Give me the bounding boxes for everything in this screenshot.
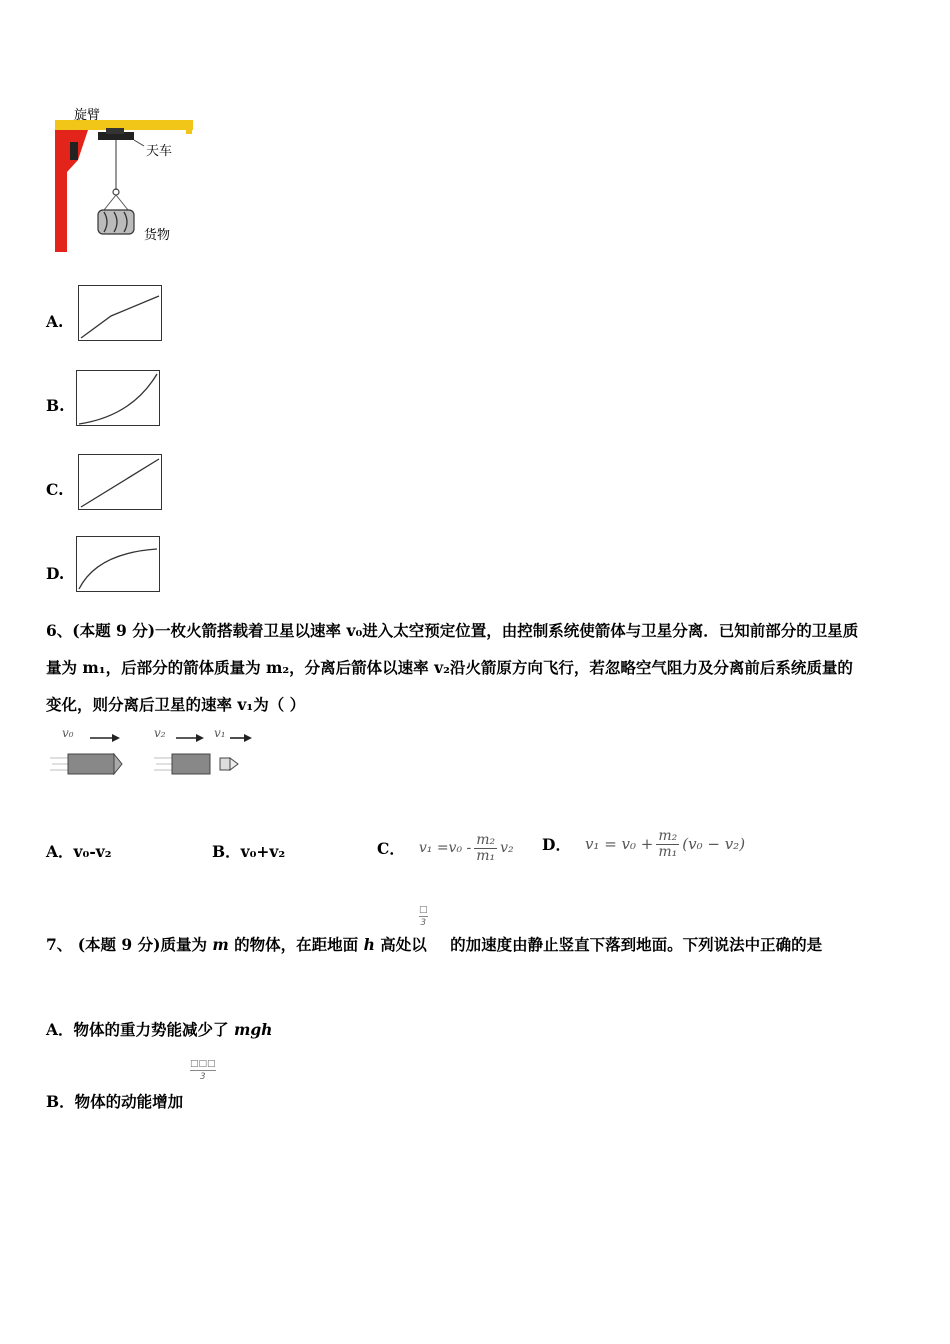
graph-c-curve — [79, 455, 161, 509]
q6-option-c[interactable] — [377, 822, 514, 874]
q6-option-c-den: m₁ — [476, 847, 496, 864]
q6-option-c-label: C． — [377, 839, 405, 858]
rocket-v0-label: v₀ — [62, 726, 74, 740]
q6-option-d-rhs: (v₀ − v₂) — [682, 835, 746, 853]
q5-option-a-graph[interactable] — [78, 285, 162, 341]
q6-option-d-fraction — [656, 829, 679, 860]
q7-option-a-label: A． — [46, 1020, 74, 1039]
q6-option-b-label: B． — [212, 842, 241, 861]
cargo-label: 货物 — [144, 228, 171, 243]
q6-option-d[interactable] — [542, 818, 745, 870]
q6-option-c-rhs: v₂ — [500, 840, 514, 856]
arm-label: 旋臂 — [74, 108, 101, 123]
q5-option-c-label: C. — [46, 480, 64, 499]
rocket-v1-label: v₁ — [214, 726, 226, 740]
q6-number: 6、 — [46, 621, 73, 640]
q6-option-c-lhs: v₁ =v₀ - — [418, 840, 472, 856]
q6-line-1 — [46, 612, 916, 649]
q5-option-b-graph[interactable] — [76, 370, 160, 426]
q5-option-a-label: A. — [46, 312, 64, 331]
q5-option-b-label: B. — [46, 396, 65, 415]
q5-option-d-label: D. — [46, 564, 65, 583]
q6-option-d-lhs: v₁ = v₀ + — [584, 835, 654, 853]
q7-option-a[interactable] — [46, 1018, 272, 1040]
q7-option-b[interactable] — [46, 1090, 183, 1112]
q5-option-c-graph[interactable] — [78, 454, 162, 510]
q7-prefix: (本题 9 分)质量为 — [77, 935, 213, 954]
q7-var-h: h — [363, 935, 375, 954]
graph-b-curve — [77, 371, 159, 425]
q7-mid2: 高处以 — [374, 935, 427, 954]
q6-option-d-num: m₂ — [658, 827, 678, 844]
q7-option-a-math: mgh — [233, 1020, 273, 1039]
q6-line-1-text: (本题 9 分)一枚火箭搭载着卫星以速率 v₀进入太空预定位置，由控制系统使箭体与卫星分离．已知前部分的卫星质 — [72, 621, 859, 640]
q7-mid1: 的物体，在距地面 — [228, 935, 364, 954]
q7-option-b-frac-den: 3 — [199, 1072, 206, 1082]
q7-option-a-text: 物体的重力势能减少了 — [73, 1020, 234, 1039]
q7-accel-fraction — [419, 904, 428, 929]
trolley-label: 天车 — [146, 144, 173, 159]
q6-option-c-fraction — [474, 833, 497, 864]
graph-d-curve — [77, 537, 159, 591]
rocket-figure — [46, 726, 260, 778]
q6-option-b[interactable] — [212, 840, 285, 862]
q6-option-d-label: D． — [542, 835, 571, 854]
q6-option-a-label: A． — [46, 842, 74, 861]
q7-var-m: m — [212, 935, 229, 954]
q7-suffix: 的加速度由静止竖直下落到地面。下列说法中正确的是 — [444, 935, 823, 954]
q6-option-a[interactable] — [46, 840, 112, 862]
q7-frac-num: □ — [419, 905, 428, 915]
q6-option-c-num: m₂ — [476, 831, 496, 848]
crane-figure — [48, 100, 208, 260]
q6-option-a-text: v₀-v₂ — [73, 842, 112, 861]
rocket-v2-label: v₂ — [154, 726, 166, 740]
q7-number: 7、 — [46, 935, 73, 954]
q7-option-b-fraction — [190, 1058, 216, 1083]
rocket-illustration — [46, 726, 260, 778]
q6-text — [46, 612, 916, 723]
q7-option-b-text: 物体的动能增加 — [74, 1092, 184, 1111]
graph-a-curve — [79, 286, 161, 340]
q6-option-b-text: v₀+v₂ — [240, 842, 286, 861]
q7-frac-den: 3 — [420, 918, 427, 928]
q6-option-d-den: m₁ — [658, 843, 678, 860]
q5-option-d-graph[interactable] — [76, 536, 160, 592]
q7-option-b-label: B． — [46, 1092, 75, 1111]
q6-line-3: 变化，则分离后卫星的速率 v₁为（ ） — [46, 695, 306, 714]
q7-text — [46, 926, 916, 963]
q6-line-2: 量为 m₁，后部分的箭体质量为 m₂，分离后箭体以速率 v₂沿火箭原方向飞行，若忽略空气阻力及分离前后系统质量的 — [46, 658, 853, 677]
crane-illustration — [48, 100, 208, 260]
q7-option-b-frac-num: □□□ — [190, 1059, 216, 1069]
